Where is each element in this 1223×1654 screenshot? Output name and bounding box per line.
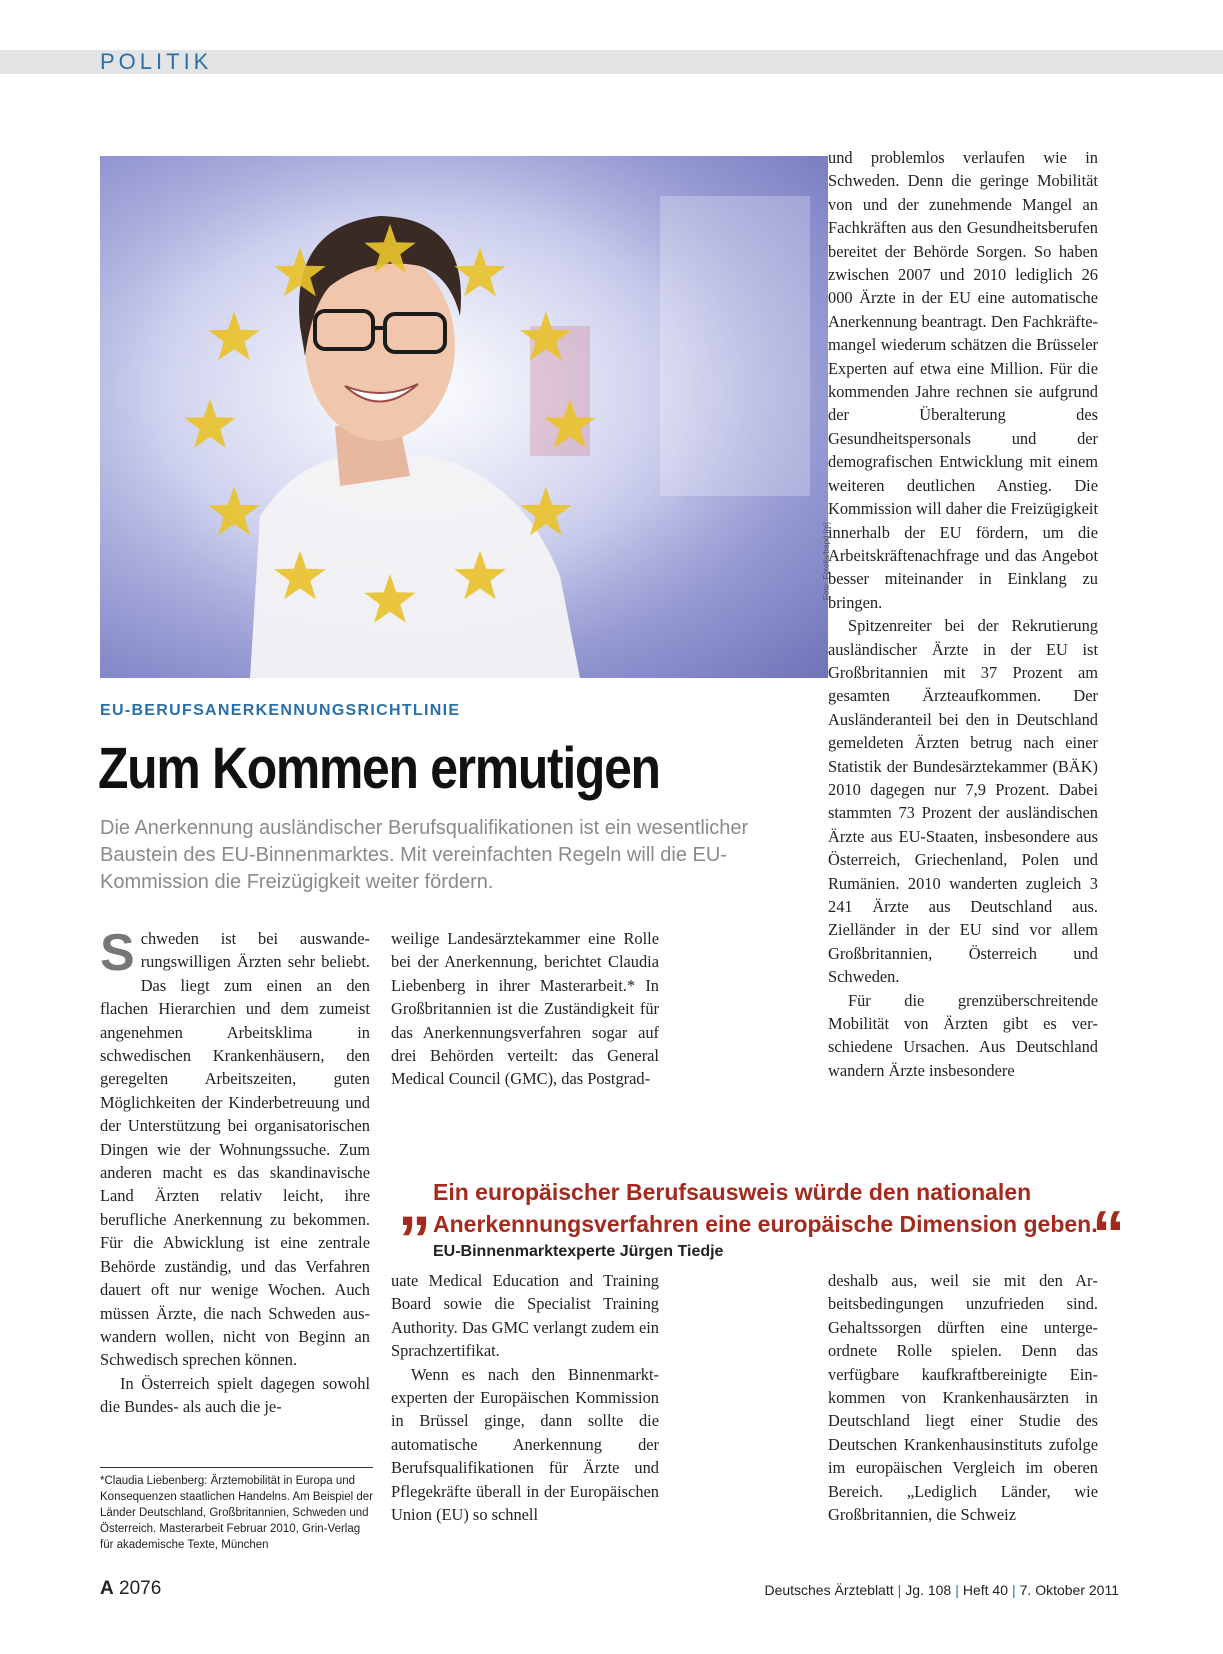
quote-close-mark: “	[1092, 1197, 1125, 1271]
col3-paragraph-2: Spitzenreiter bei der Rekrutierung ausländischer Ärzte in der EU ist Großbritannien mit 37 Prozent am gesamten Ärzteaufkommen. Der Ausländeranteil bei den in Deutschland gemeldeten Ärzten betrug nach einer Statistik der Bundesärztekammer (BÄK) 2010 dagegen nur 7,9 Prozent. Dabei stammten 73 Prozent der ausländischen Ärzte aus EU-Staaten, insbesondere aus Österreich, Griechenland, Polen und Rumänien. 2010 wanderten zugleich 3 241 Ärzte aus Deutschland aus. Zielländer in der EU sind vor allem Großbritannien, Österreich und Schweden.	[828, 616, 1098, 987]
publication-name: Deutsches Ärzteblatt	[764, 1582, 894, 1598]
folio	[764, 1582, 1119, 1598]
col1-paragraph-1	[100, 924, 370, 1372]
headline: Zum Kommen ermutigen	[98, 736, 660, 801]
kicker: EU-BERUFSANERKENNUNGSRICHTLINIE	[100, 702, 461, 719]
col3-bottom-paragraph: deshalb aus, weil sie mit den Arbeitsbedingungen unzufrieden sind. Gehaltssorgen dürften eine untergeordnete Rolle spielen. Denn das verfügbare kaufkraftbereinigte Einkommen von Krankenhausärzten in Deutschland liegt einer Studie des Deutschen Krankenhausinstituts zufolge im europäischen Vergleich im oberen Bereich. „Lediglich Länder, wie Großbritannien, die Schweiz	[828, 1271, 1098, 1525]
page-number-value: 2076	[119, 1578, 162, 1599]
column-3-top	[828, 146, 1098, 1082]
issue: Heft 40	[962, 1582, 1008, 1598]
col1-text-1: chweden ist bei auswanderungswilligen Ärzten sehr beliebt. Das liegt zum einen an den flachen Hierarchien und dem zumeist angenehmen Arbeitsklima in schwedischen Krankenhäusern, den geregelten Arbeitszeiten, guten Möglichkeiten der Kinderbetreuung und der Unterstützung bei organisatorischen Dingen wie der Wohnungssuche. Zum anderen macht es das skandinavische Land Ärzten relativ leicht, ihre berufliche Anerkennung zu bekommen. Für die Abwicklung ist eine zentrale Behörde zuständig, und das Verfahren dauert oft nur wenige Wochen. Auch müssen Ärzte, die nach Schweden auswandern wollen, nicht von Beginn an Schwedisch sprechen können.	[100, 929, 370, 1370]
folio-separator: |	[1011, 1582, 1016, 1598]
dropcap: S	[100, 924, 135, 982]
folio-separator: |	[897, 1582, 902, 1598]
quote-author: EU-Binnenmarktexperte Jürgen Tiedje	[433, 1243, 724, 1260]
column-2-bottom	[391, 1269, 659, 1526]
page-number	[100, 1578, 161, 1600]
col2-top-paragraph: weilige Landesärztekammer eine Rolle bei der Anerkennung, berichtet Claudia Liebenberg in ihrer Masterarbeit.* In Großbritannien ist die Zuständigkeit für das Anerkennungsverfahren sogar auf drei Behörden verteilt: das General Medical Council (GMC), das Postgrad-	[391, 929, 659, 1089]
quote-open-mark: „	[398, 1165, 431, 1239]
column-2-top	[391, 927, 659, 1091]
column-1	[100, 924, 370, 1419]
col3-paragraph-3: Für die grenzüberschreitende Mobilität von Ärzten gibt es verschiedene Ursachen. Aus Deutschland wandern Ärzte insbesondere	[828, 990, 1098, 1080]
photo-illustration	[100, 156, 828, 678]
lead-paragraph: Die Anerkennung ausländischer Berufsqualifikationen ist ein wesentlicher Baustein des EU-Binnenmarktes. Mit vereinfachten Regeln will die EU-Kommission die Freizügigkeit weiter fördern.	[100, 817, 749, 893]
footnote: *Claudia Liebenberg: Ärztemobilität in Europa und Konsequenzen staatlichen Handelns. Am Beispiel der Länder Deutschland, Großbritannien, Schweden und Österreich. Masterarbeit Februar 2010, Grin-Verlag für akademische Texte, München	[100, 1475, 373, 1551]
article-photo	[100, 156, 828, 678]
col3-paragraph-1: und problemlos verlaufen wie in Schweden. Denn die geringe Mobilität von und der zunehmende Mangel an Fachkräften aus den Gesundheitsberufen bereitet der Behörde Sorgen. So haben zwischen 2007 und 2010 lediglich 26 000 Ärzte in der EU eine automatische Anerkennung beantragt. Den Fachkräftemangel wiederum schätzen die Brüsseler Experten auf etwa eine Million. Für die kommenden Jahre rechnen sie aufgrund der Überalterung des Gesundheitspersonals und der demografischen Entwicklung mit einem weiteren deutlichen Anstieg. Die Kommission will daher die Freizügigkeit innerhalb der EU fördern, um die Arbeitskräftenachfrage und das Angebot besser miteinander in Einklang zu bringen.	[828, 148, 1098, 612]
page-prefix: A	[100, 1578, 114, 1599]
pull-quote: Ein europäischer Berufsausweis würde den nationalen Anerkennungsverfahren eine europäische Dimension geben.	[433, 1179, 1098, 1237]
section-label: POLITIK	[100, 49, 213, 74]
issue-date: 7. Oktober 2011	[1019, 1582, 1119, 1598]
folio-separator: |	[955, 1582, 959, 1598]
column-3-bottom	[828, 1269, 1098, 1526]
col1-paragraph-2: In Österreich spielt dagegen sowohl die Bundes- als auch die je-	[100, 1373, 370, 1417]
col2-bottom-paragraph-2: Wenn es nach den Binnenmarktexperten der Europäischen Kommission in Brüssel ginge, dann sollte die automatische Anerkennung der Berufsqualifikationen für Ärzte und Pflegekräfte überall in der Europäischen Union (EU) so schnell	[391, 1364, 659, 1525]
volume: Jg. 108	[905, 1582, 952, 1598]
photo-credit: Foto: Fotolia/bapd [m]	[822, 522, 831, 600]
footnote-rule	[100, 1467, 373, 1468]
col2-bottom-paragraph-1: uate Medical Education and Training Board sowie die Specialist Training Authority. Das GMC verlangt zudem ein Sprachzertifikat.	[391, 1271, 659, 1361]
